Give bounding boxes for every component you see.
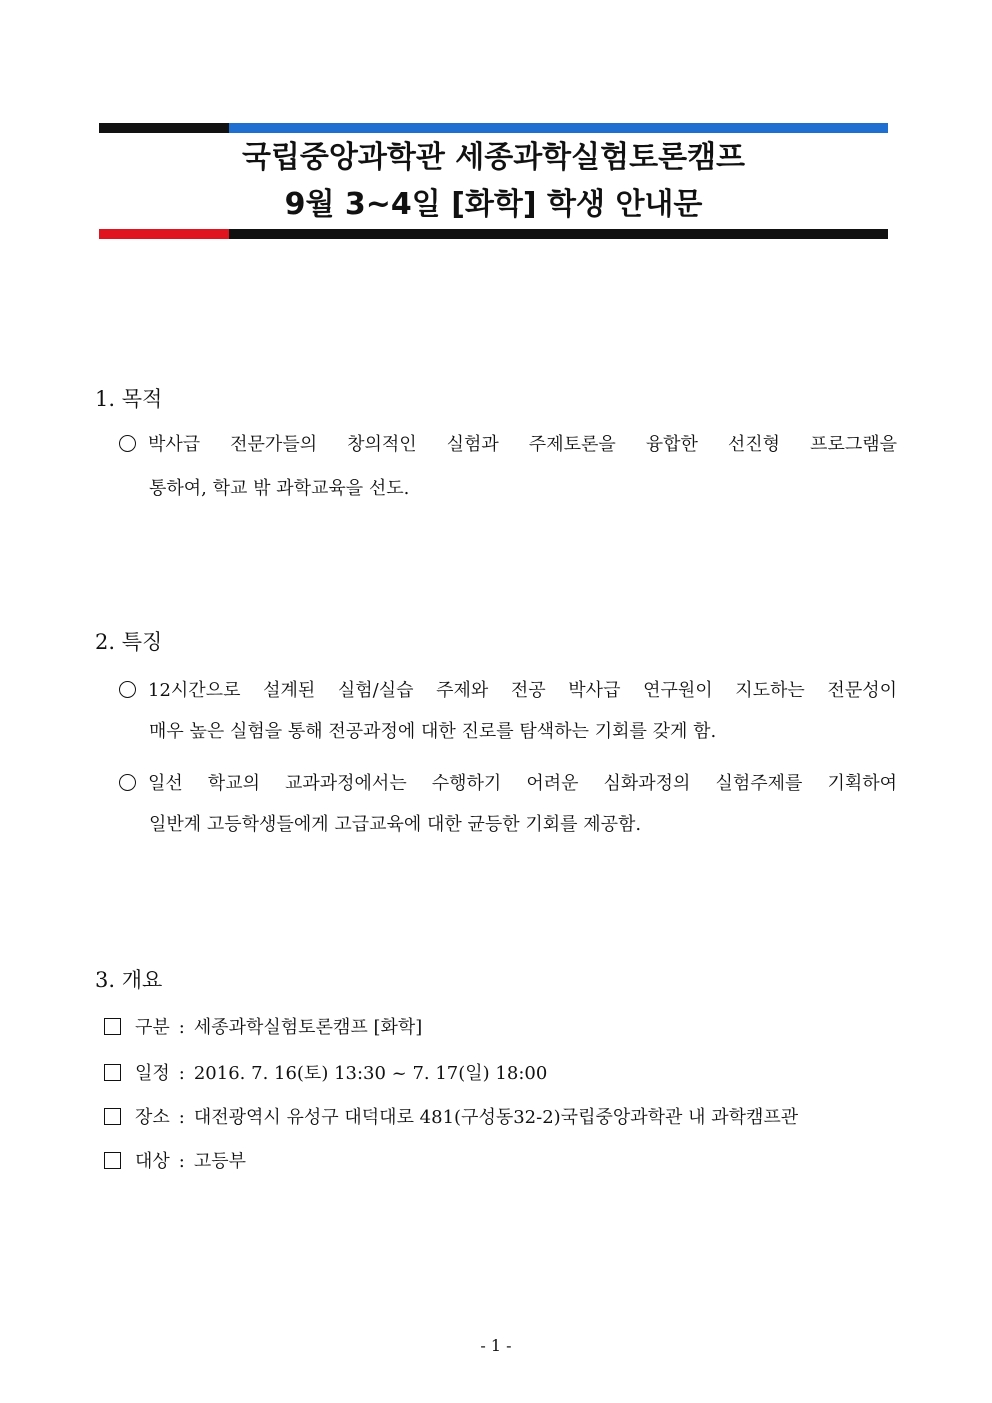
item-label: 장소 <box>135 1107 170 1128</box>
header-bottom-bar <box>99 229 888 239</box>
paragraph-line <box>119 430 897 460</box>
paragraph-line: 일반계 고등학생들에게 고급교육에 대한 균등한 기회를 제공함. <box>149 814 642 835</box>
paragraph-line: 매우 높은 실험을 통해 전공과정에 대한 진로를 탐색하는 기회를 갖게 함. <box>149 721 717 742</box>
overview-item-schedule: 일정 : 2016. 7. 16(토) 13:30 ~ 7. 17(일) 18:00 <box>104 1059 547 1089</box>
circle-bullet-icon <box>119 435 136 452</box>
paragraph-line <box>119 676 897 706</box>
page-number: - 1 - <box>480 1336 512 1355</box>
item-value: 대전광역시 유성구 대덕대로 481(구성동32-2)국립중앙과학관 내 과학캠프관 <box>193 1107 799 1128</box>
page-title-line-2: 9월 3~4일 [화학] 학생 안내문 <box>284 187 703 222</box>
paragraph-text: 박사급 전문가들의 창의적인 실험과 주제토론을 융합한 선진형 프로그램을 <box>148 434 897 455</box>
header-top-bar <box>99 123 888 133</box>
header-top-bar-black <box>99 123 229 133</box>
header-top-bar-blue <box>229 123 888 133</box>
checkbox-square-icon <box>104 1108 121 1125</box>
page-title-line-1: 국립중앙과학관 세종과학실험토론캠프 <box>241 140 746 175</box>
section-heading-purpose: 1. 목적 <box>95 387 163 411</box>
overview-item-category: 구분 : 세종과학실험토론캠프 [화학] <box>104 1013 422 1043</box>
header-bottom-bar-red <box>99 229 229 239</box>
circle-bullet-icon <box>119 774 136 791</box>
item-label: 구분 <box>135 1017 170 1038</box>
item-label: 대상 <box>135 1151 170 1172</box>
item-value: 2016. 7. 16(토) 13:30 ~ 7. 17(일) 18:00 <box>193 1063 548 1084</box>
paragraph-line <box>119 769 897 799</box>
paragraph-line: 통하여, 학교 밖 과학교육을 선도. <box>149 478 410 499</box>
overview-item-target: 대상 : 고등부 <box>104 1147 246 1177</box>
item-value: 고등부 <box>193 1151 247 1172</box>
paragraph-text: 12시간으로 설계된 실험/실습 주제와 전공 박사급 연구원이 지도하는 전문성이 <box>148 680 897 701</box>
checkbox-square-icon <box>104 1152 121 1169</box>
checkbox-square-icon <box>104 1064 121 1081</box>
checkbox-square-icon <box>104 1018 121 1035</box>
paragraph-text: 일선 학교의 교과과정에서는 수행하기 어려운 심화과정의 실험주제를 기획하여 <box>148 773 897 794</box>
item-value: 세종과학실험토론캠프 [화학] <box>193 1017 423 1038</box>
overview-item-location: 장소 : 대전광역시 유성구 대덕대로 481(구성동32-2)국립중앙과학관 내 과학캠프관 <box>104 1103 798 1133</box>
header-bottom-bar-black <box>229 229 888 239</box>
item-label: 일정 <box>135 1063 170 1084</box>
section-heading-features: 2. 특징 <box>95 630 163 654</box>
circle-bullet-icon <box>119 681 136 698</box>
section-heading-overview: 3. 개요 <box>95 968 163 992</box>
